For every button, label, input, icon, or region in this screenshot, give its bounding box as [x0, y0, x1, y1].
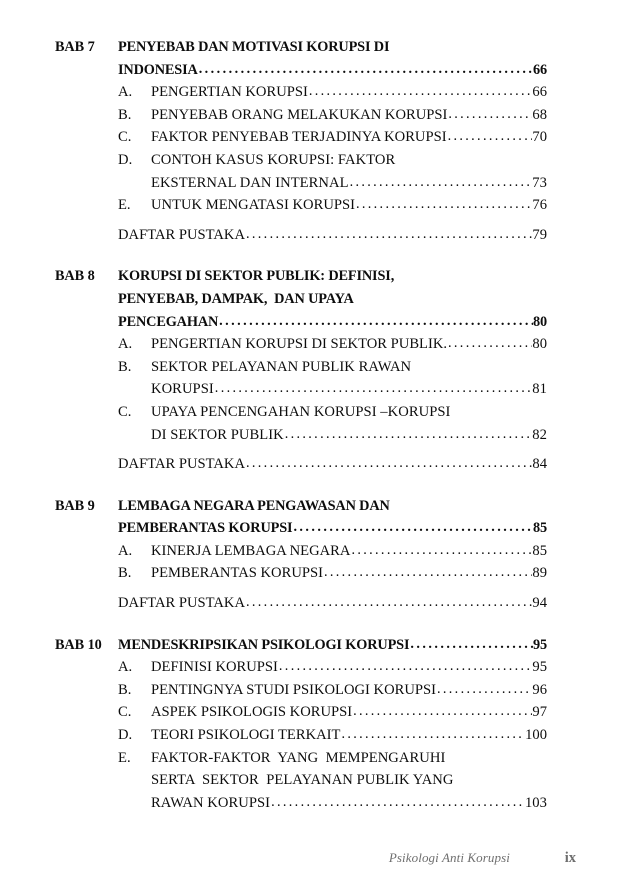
- page-number: 95: [533, 636, 547, 653]
- entry-title: MENDESKRIPSIKAN PSIKOLOGI KORUPSI: [118, 636, 410, 653]
- dot-leader: [351, 539, 531, 562]
- entry-title: PENTINGNYA STUDI PSIKOLOGI KORUPSI: [151, 681, 436, 698]
- toc-row-body: [118, 81, 547, 104]
- dot-leader: [437, 678, 532, 701]
- section-row: [55, 701, 547, 724]
- dot-leader: [246, 452, 532, 475]
- bibliography-row: [55, 453, 547, 476]
- toc-entry[interactable]: [151, 194, 547, 217]
- dot-leader: [219, 310, 532, 333]
- toc-entry[interactable]: [151, 356, 547, 379]
- toc-row-body: [118, 592, 547, 615]
- dot-leader: [309, 80, 532, 103]
- toc-row-body: [118, 172, 547, 195]
- section-row: [55, 679, 547, 702]
- entry-title: FAKTOR PENYEBAB TERJADINYA KORUPSI: [151, 129, 447, 146]
- entry-title: KINERJA LEMBAGA NEGARA: [151, 542, 351, 559]
- page-number: 94: [532, 595, 547, 612]
- section-row: [55, 356, 547, 379]
- toc-entry[interactable]: [151, 747, 547, 770]
- section-row: [55, 424, 547, 447]
- dot-leader: [353, 700, 532, 723]
- entry-title: KORUPSI DI SEKTOR PUBLIK: DEFINISI,: [118, 268, 395, 285]
- entry-title: ASPEK PSIKOLOGIS KORUPSI: [151, 704, 353, 721]
- item-letter: D.: [118, 727, 133, 744]
- item-letter: E.: [118, 197, 131, 214]
- toc-entry[interactable]: [151, 562, 547, 585]
- toc-entry[interactable]: [151, 792, 547, 815]
- toc-row-body: [118, 149, 547, 172]
- section-row: [55, 194, 547, 217]
- entry-title: PENYEBAB DAN MOTIVASI KORUPSI DI: [118, 39, 390, 55]
- toc-entry[interactable]: [151, 172, 547, 195]
- toc-entry[interactable]: [118, 592, 547, 615]
- item-letter: B.: [118, 681, 132, 698]
- toc-entry[interactable]: [118, 634, 547, 657]
- page-number: 103: [524, 794, 547, 811]
- entry-title: PEMBERANTAS KORUPSI: [151, 565, 323, 582]
- chapter-block: [55, 495, 547, 615]
- chapter-title-row: [55, 517, 547, 540]
- page-number: 85: [532, 542, 547, 559]
- toc-entry[interactable]: [151, 81, 547, 104]
- toc-row-body: [118, 224, 547, 247]
- toc-row-body: [118, 59, 547, 82]
- page-number: 84: [532, 456, 547, 473]
- dot-leader: [448, 332, 532, 355]
- toc-row-body: [118, 792, 547, 815]
- page-number: 79: [532, 226, 547, 243]
- dot-leader: [410, 633, 532, 656]
- toc-row-body: [118, 36, 547, 59]
- toc-entry[interactable]: [151, 104, 547, 127]
- toc-entry[interactable]: [118, 517, 547, 540]
- section-row: [55, 747, 547, 770]
- section-row: [55, 540, 547, 563]
- item-letter: B.: [118, 358, 132, 375]
- entry-title: DAFTAR PUSTAKA: [118, 456, 245, 473]
- dot-leader: [448, 103, 532, 126]
- toc-row-body: [118, 333, 547, 356]
- section-row: [55, 81, 547, 104]
- chapter-label: BAB 7: [55, 39, 95, 55]
- dot-leader: [279, 655, 532, 678]
- entry-title: TEORI PSIKOLOGI TERKAIT: [151, 727, 341, 744]
- page-number: 80: [532, 336, 547, 353]
- item-letter: A.: [118, 84, 133, 101]
- chapter-title-row: [55, 36, 547, 59]
- section-row: [55, 792, 547, 815]
- toc-entry[interactable]: [118, 311, 547, 334]
- toc-entry[interactable]: [151, 540, 547, 563]
- page-number: 81: [532, 381, 547, 398]
- item-letter: A.: [118, 659, 133, 676]
- section-row: [55, 149, 547, 172]
- page-number: 85: [533, 520, 547, 537]
- page-number: 66: [532, 84, 547, 101]
- entry-title: EKSTERNAL DAN INTERNAL: [151, 174, 349, 191]
- toc-row-body: [118, 265, 547, 288]
- dot-leader: [246, 223, 532, 246]
- toc-row-body: [118, 769, 547, 792]
- section-row: [55, 172, 547, 195]
- toc-entry[interactable]: [118, 453, 547, 476]
- toc-entry[interactable]: [151, 656, 547, 679]
- chapter-title-row: [55, 634, 547, 657]
- entry-title: DEFINISI KORUPSI: [151, 659, 278, 676]
- entry-title: RAWAN KORUPSI: [151, 794, 271, 811]
- toc-entry[interactable]: [151, 701, 547, 724]
- dot-leader: [271, 791, 524, 814]
- dot-leader: [293, 516, 532, 539]
- entry-title: PENGERTIAN KORUPSI DI SEKTOR PUBLIK.: [151, 336, 448, 353]
- chapter-title-row: [55, 288, 547, 311]
- toc-row-body: [118, 656, 547, 679]
- item-letter: C.: [118, 129, 132, 146]
- item-letter: B.: [118, 106, 132, 123]
- toc-entry[interactable]: [118, 36, 547, 59]
- toc-entry[interactable]: [151, 769, 547, 792]
- entry-title: PENCEGAHAN: [118, 313, 219, 330]
- toc-row-body: [118, 104, 547, 127]
- item-letter: C.: [118, 704, 132, 721]
- toc-row-body: [118, 356, 547, 379]
- toc-row-body: [118, 701, 547, 724]
- bibliography-row: [55, 224, 547, 247]
- entry-title: INDONESIA: [118, 61, 198, 78]
- page-number: 70: [532, 129, 547, 146]
- toc-row-body: [118, 401, 547, 424]
- page-number: 73: [532, 174, 547, 191]
- entry-title: DAFTAR PUSTAKA: [118, 226, 245, 243]
- toc-row-body: [118, 126, 547, 149]
- toc-row-body: [118, 288, 547, 311]
- dot-leader: [285, 423, 532, 446]
- entry-title: FAKTOR-FAKTOR YANG MEMPENGARUHI: [151, 749, 446, 766]
- chapter-block: [55, 634, 547, 815]
- page-number: 68: [532, 106, 547, 123]
- section-row: [55, 126, 547, 149]
- chapter-label: BAB 10: [55, 636, 102, 653]
- item-letter: C.: [118, 403, 132, 420]
- toc-entry[interactable]: [151, 424, 547, 447]
- dot-leader: [341, 723, 524, 746]
- chapter-label: BAB 9: [55, 497, 95, 514]
- dot-leader: [350, 171, 532, 194]
- section-row: [55, 378, 547, 401]
- toc-row-body: [118, 194, 547, 217]
- entry-title: DAFTAR PUSTAKA: [118, 595, 245, 612]
- dot-leader: [215, 377, 532, 400]
- toc-entry[interactable]: [151, 126, 547, 149]
- entry-title: SERTA SEKTOR PELAYANAN PUBLIK YANG: [151, 772, 454, 789]
- toc-row-body: [118, 562, 547, 585]
- section-row: [55, 769, 547, 792]
- entry-title: SEKTOR PELAYANAN PUBLIK RAWAN: [151, 358, 412, 375]
- toc-entry[interactable]: [118, 288, 547, 311]
- section-row: [55, 656, 547, 679]
- chapter-title-row: [55, 59, 547, 82]
- toc-row-body: [118, 378, 547, 401]
- entry-title: KORUPSI: [151, 381, 214, 398]
- chapter-title-row: [55, 495, 547, 518]
- toc-row-body: [118, 747, 547, 770]
- page-number: 76: [532, 197, 547, 214]
- page-number: 89: [532, 565, 547, 582]
- page-number: 96: [532, 681, 547, 698]
- toc-row-body: [118, 517, 547, 540]
- toc-entry[interactable]: [151, 679, 547, 702]
- page-number: 66: [533, 61, 547, 78]
- toc-row-body: [118, 453, 547, 476]
- footer-page-number: ix: [564, 850, 576, 866]
- dot-leader: [246, 591, 532, 614]
- footer-book-title: Psikologi Anti Korupsi: [388, 850, 510, 865]
- item-letter: D.: [118, 151, 133, 168]
- toc-entry[interactable]: [151, 724, 547, 747]
- toc-entry[interactable]: [151, 378, 547, 401]
- dot-leader: [448, 125, 532, 148]
- chapter-title-row: [55, 311, 547, 334]
- item-letter: B.: [118, 565, 132, 582]
- chapter-label: BAB 8: [55, 268, 95, 285]
- toc-row-body: [118, 495, 547, 518]
- entry-title: PENGERTIAN KORUPSI: [151, 84, 308, 101]
- dot-leader: [324, 561, 532, 584]
- toc-row-body: [118, 634, 547, 657]
- chapter-block: [55, 265, 547, 475]
- page-number: 97: [532, 704, 547, 721]
- toc-entry[interactable]: [118, 265, 547, 288]
- toc-entry[interactable]: [118, 224, 547, 247]
- entry-title: PENYEBAB ORANG MELAKUKAN KORUPSI: [151, 106, 448, 123]
- chapter-block: [55, 36, 547, 246]
- toc-row-body: [118, 540, 547, 563]
- page-number: 100: [525, 727, 547, 744]
- entry-title: PENYEBAB, DAMPAK, DAN UPAYA: [118, 290, 354, 307]
- entry-title: DI SEKTOR PUBLIK: [151, 426, 284, 443]
- section-row: [55, 104, 547, 127]
- toc-row-body: [118, 311, 547, 334]
- toc-entry[interactable]: [151, 149, 547, 172]
- entry-title: PEMBERANTAS KORUPSI: [118, 520, 293, 537]
- chapter-title-row: [55, 265, 547, 288]
- item-letter: E.: [118, 749, 131, 766]
- page-number: 82: [532, 426, 547, 443]
- toc-row-body: [118, 679, 547, 702]
- entry-title: UPAYA PENCENGAHAN KORUPSI –KORUPSI: [151, 403, 451, 420]
- section-row: [55, 724, 547, 747]
- page-footer: [55, 850, 576, 867]
- toc-list: [55, 36, 547, 814]
- entry-title: CONTOH KASUS KORUPSI: FAKTOR: [151, 151, 396, 168]
- entry-title: LEMBAGA NEGARA PENGAWASAN DAN: [118, 497, 390, 514]
- section-row: [55, 401, 547, 424]
- item-letter: A.: [118, 542, 133, 559]
- toc-entry[interactable]: [151, 401, 547, 424]
- toc-entry[interactable]: [118, 495, 547, 518]
- section-row: [55, 333, 547, 356]
- page-number: 80: [533, 313, 547, 330]
- item-letter: A.: [118, 336, 133, 353]
- toc-row-body: [118, 424, 547, 447]
- toc-row-body: [118, 724, 547, 747]
- dot-leader: [199, 58, 533, 81]
- entry-title: UNTUK MENGATASI KORUPSI: [151, 197, 355, 214]
- dot-leader: [356, 193, 532, 216]
- toc-entry[interactable]: [151, 333, 547, 356]
- bibliography-row: [55, 592, 547, 615]
- toc-entry[interactable]: [118, 59, 547, 82]
- section-row: [55, 562, 547, 585]
- page-number: 95: [532, 659, 547, 676]
